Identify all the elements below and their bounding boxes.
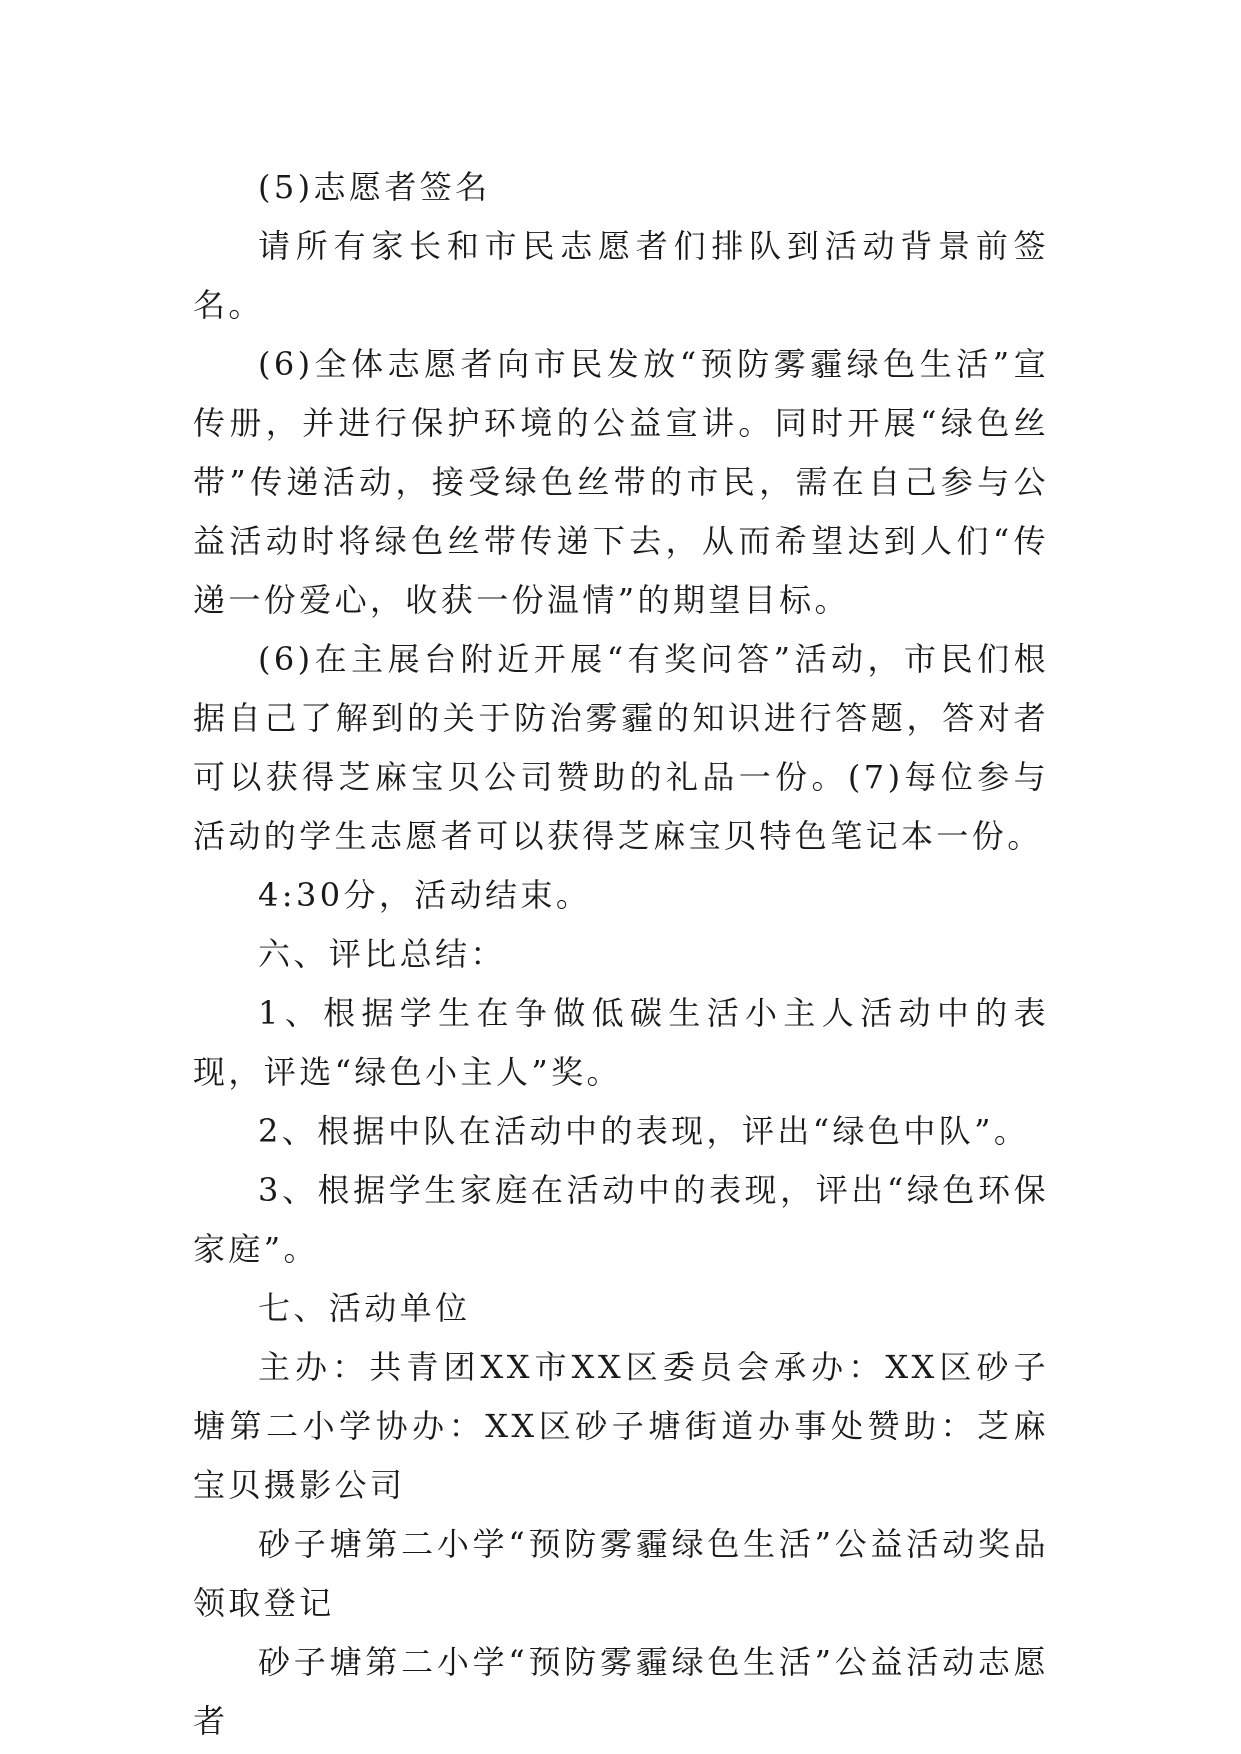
document-body — [193, 158, 1049, 1751]
paragraph-prize-registration-title: 砂子塘第二小学“预防雾霾绿色生活”公益活动奖品领取登记 — [193, 1525, 1049, 1622]
paragraph-award-green-squad: 2、根据中队在活动中的表现，评出“绿色中队”。 — [258, 1112, 1030, 1150]
section-heading-organizers: 七、活动单位 — [258, 1289, 471, 1327]
paragraph-award-green-family: 3、根据学生家庭在活动中的表现，评出“绿色环保家庭”。 — [193, 1171, 1049, 1268]
paragraph-brochure-distribution: (6)全体志愿者向市民发放“预防雾霾绿色生活”宣传册，并进行保护环境的公益宣讲。同时开展“绿色丝带”传递活动，接受绿色丝带的市民，需在自己参与公益活动时将绿色丝带传递下去，从而希望达到人们“传递一份爱心，收获一份温情”的期望目标。 — [193, 345, 1049, 619]
paragraph-signature-instruction: 请所有家长和市民志愿者们排队到活动背景前签名。 — [193, 227, 1049, 324]
paragraph-organizers-list: 主办：共青团XX市XX区委员会承办：XX区砂子塘第二小学协办：XX区砂子塘街道办事处赞助：芝麻宝贝摄影公司 — [193, 1348, 1049, 1504]
paragraph-prize-quiz: (6)在主展台附近开展“有奖问答”活动，市民们根据自己了解到的关于防治雾霾的知识进行答题，答对者可以获得芝麻宝贝公司赞助的礼品一份。(7)每位参与活动的学生志愿者可以获得芝麻宝贝特色笔记本一份。 — [193, 640, 1049, 855]
paragraph-volunteer-title: 砂子塘第二小学“预防雾霾绿色生活”公益活动志愿者 — [193, 1643, 1049, 1740]
paragraph-award-green-host: 1、根据学生在争做低碳生活小主人活动中的表现，评选“绿色小主人”奖。 — [193, 994, 1049, 1091]
paragraph-volunteer-signature-heading: (5)志愿者签名 — [258, 168, 491, 206]
paragraph-activity-end: 4:30分，活动结束。 — [258, 876, 592, 914]
section-heading-evaluation: 六、评比总结： — [258, 935, 506, 973]
